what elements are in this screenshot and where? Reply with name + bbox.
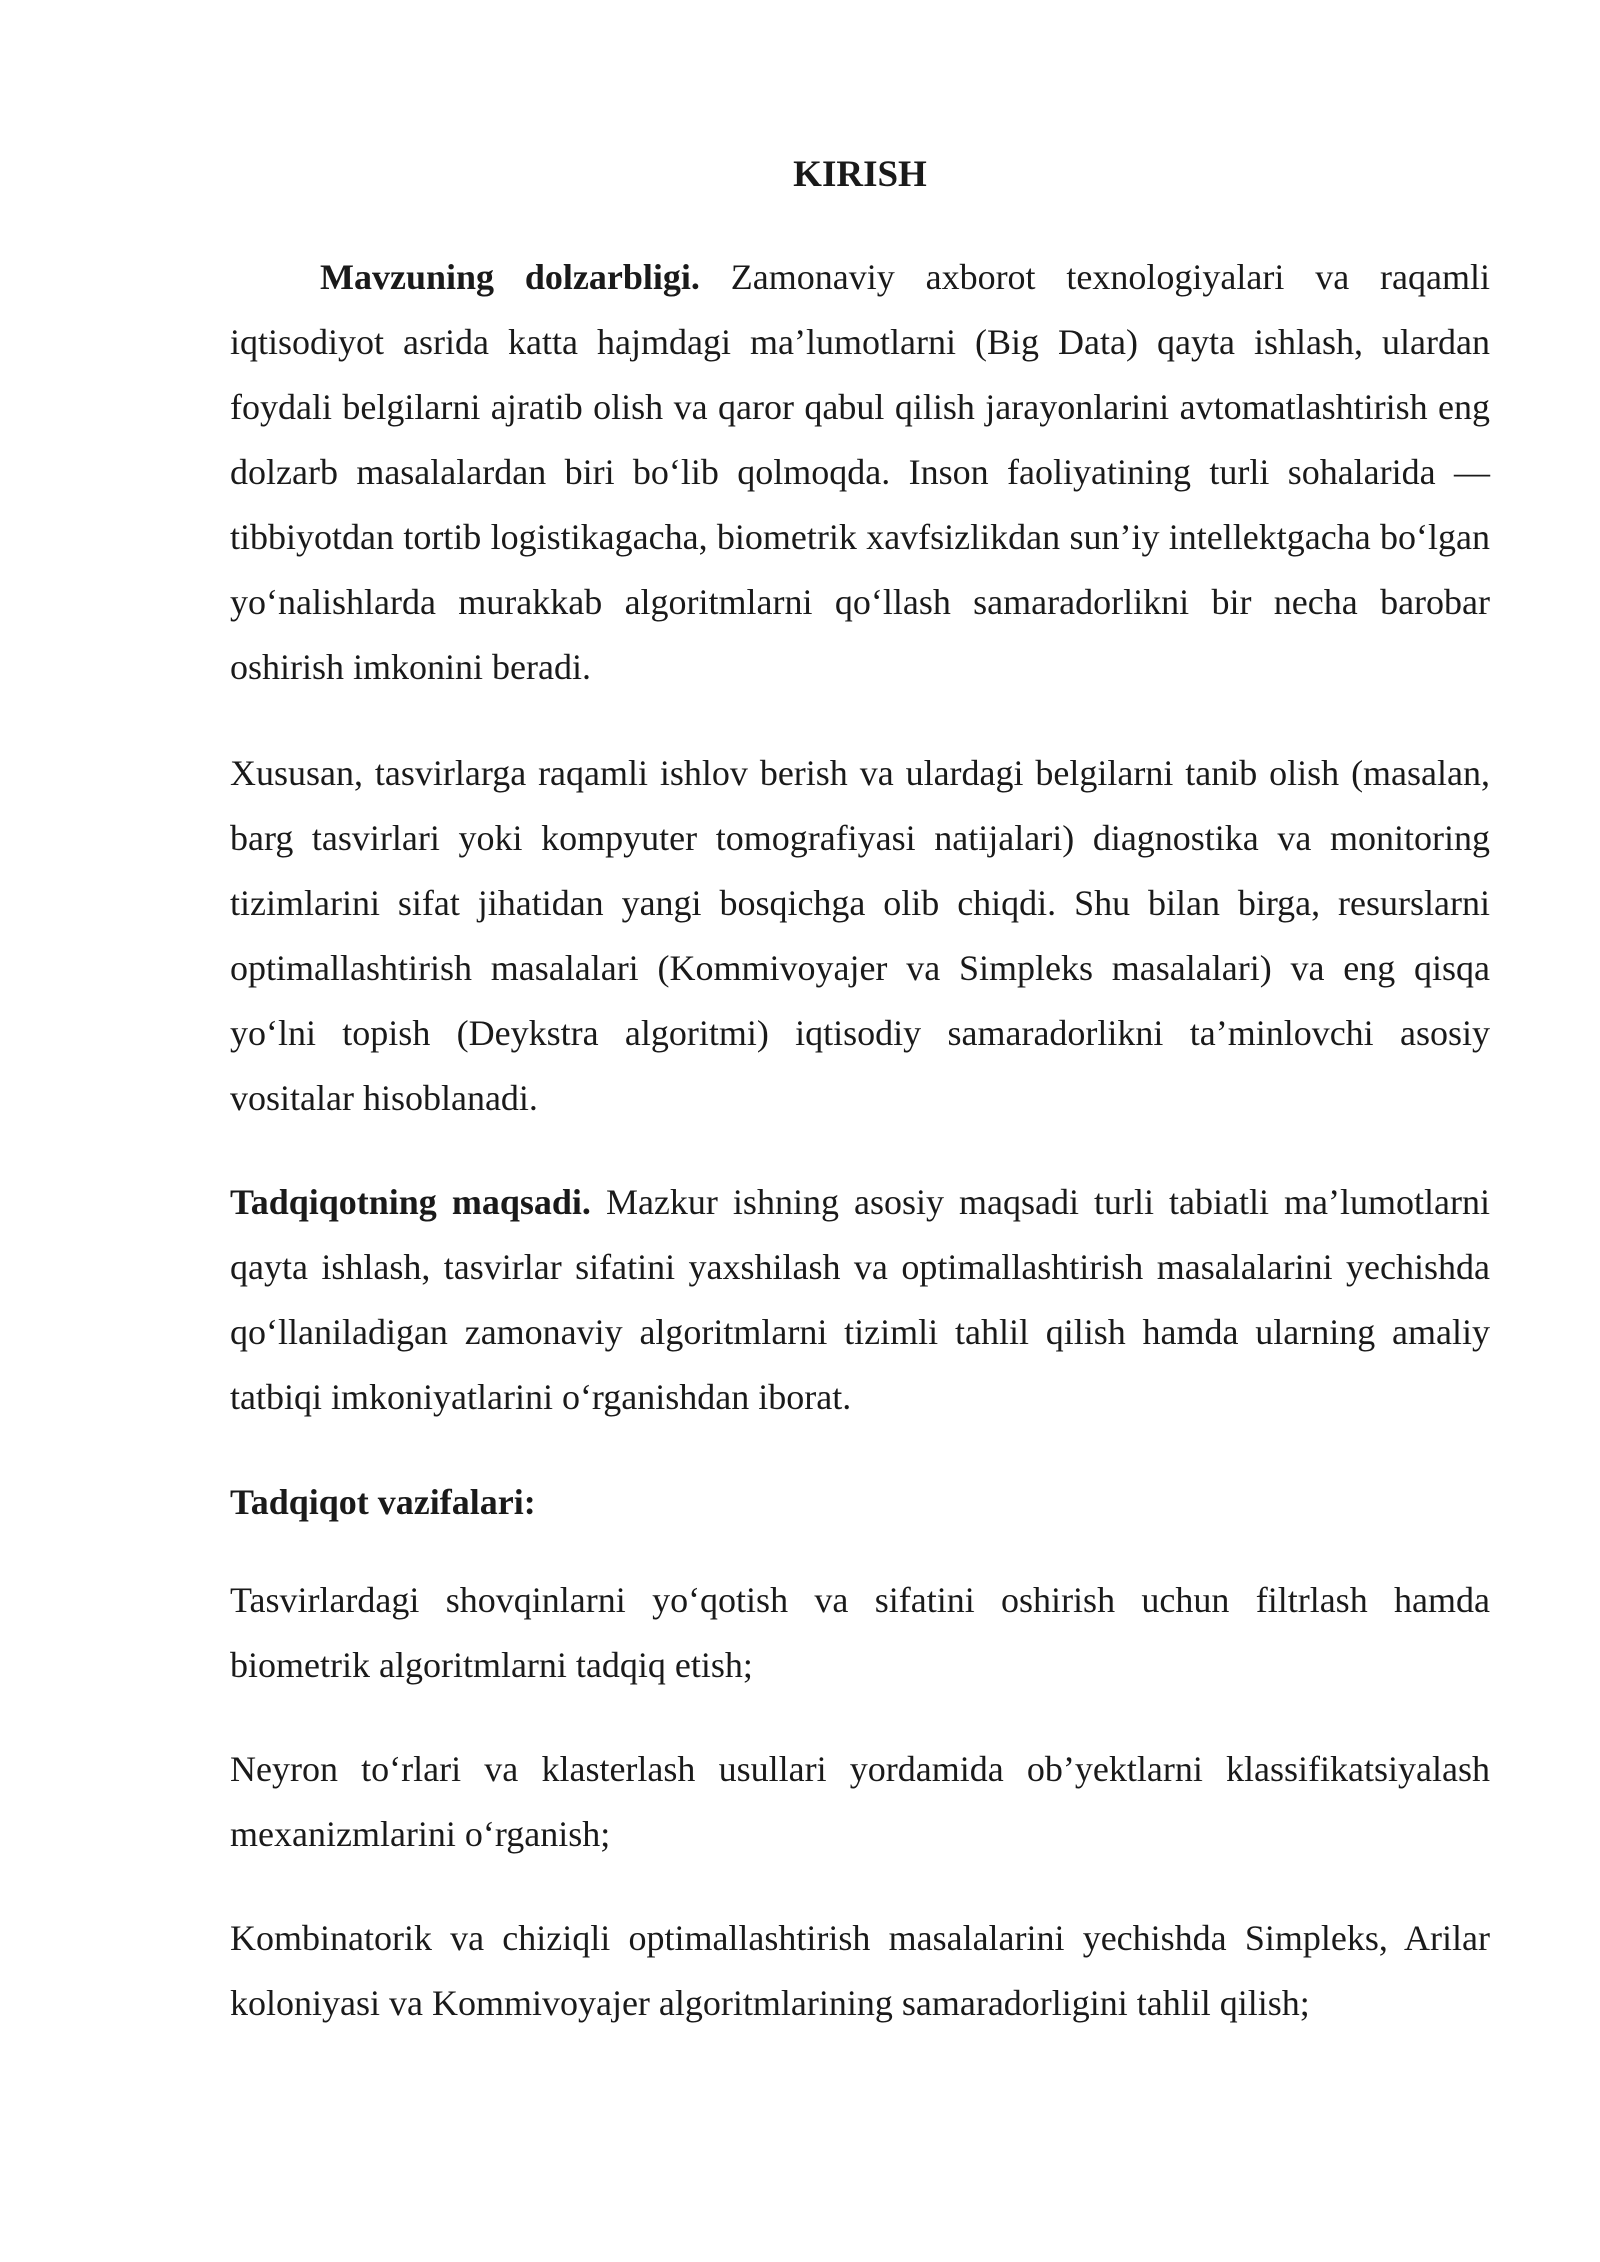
goal-lead: Tadqiqotning maqsadi. (230, 1182, 591, 1222)
tasks-heading: Tadqiqot vazifalari: (230, 1482, 536, 1522)
goal-paragraph (230, 1170, 1490, 1430)
task-item: Neyron to‘rlari va klasterlash usullari yordamida ob’yektlarni klassifikatsiyalash mexanizmlarini o‘rganish; (230, 1749, 1490, 1854)
task-item: Tasvirlardagi shovqinlarni yo‘qotish va sifatini oshirish uchun filtrlash hamda biometrik algoritmlarni tadqiq etish; (230, 1580, 1490, 1685)
relevance-text: Zamonaviy axborot texnologiyalari va raqamli iqtisodiyot asrida katta hajmdagi ma’lumotlarni (Big Data) qayta ishlash, ulardan foydali belgilarni ajratib olish va qaror qabul qilish jarayonlarini avtomatlashtirish eng dolzarb masalalardan biri bo‘lib qolmoqda. Inson faoliyatining turli sohalarida — tibbiyotdan tortib logistikagacha, biometrik xavfsizlikdan sun’iy intellektgacha bo‘lgan yo‘nalishlarda murakkab algoritmlarni qo‘llash samaradorlikni bir necha barobar oshirish imkonini beradi. (230, 257, 1491, 687)
task-item: Kombinatorik va chiziqli optimallashtirish masalalarini yechishda Simpleks, Arilar koloniyasi va Kommivoyajer algoritmlarining samaradorligini tahlil qilish; (230, 1918, 1490, 2023)
page-title: KIRISH (793, 154, 927, 195)
relevance-paragraph (230, 245, 1490, 700)
goal-text: Mazkur ishning asosiy maqsadi turli tabiatli ma’lumotlarni qayta ishlash, tasvirlar sifatini yaxshilash va optimallashtirish masalalarini yechishda qo‘llaniladigan zamonaviy algoritmlarni tizimli tahlil qilish hamda ularning amaliy tatbiqi imkoniyatlarini o‘rganishdan iborat. (230, 1182, 1490, 1417)
body-paragraph: Xususan, tasvirlarga raqamli ishlov berish va ulardagi belgilarni tanib olish (masalan, barg tasvirlari yoki kompyuter tomografiyasi natijalari) diagnostika va monitoring tizimlarini sifat jihatidan yangi bosqichga olib chiqdi. Shu bilan birga, resurslarni optimallashtirish masalalari (Kommivoyajer va Simpleks masalalari) va eng qisqa yo‘lni topish (Deykstra algoritmi) iqtisodiy samaradorlikni ta’minlovchi asosiy vositalar hisoblanadi. (230, 753, 1490, 1118)
relevance-lead: Mavzuning dolzarbligi. (320, 257, 700, 297)
